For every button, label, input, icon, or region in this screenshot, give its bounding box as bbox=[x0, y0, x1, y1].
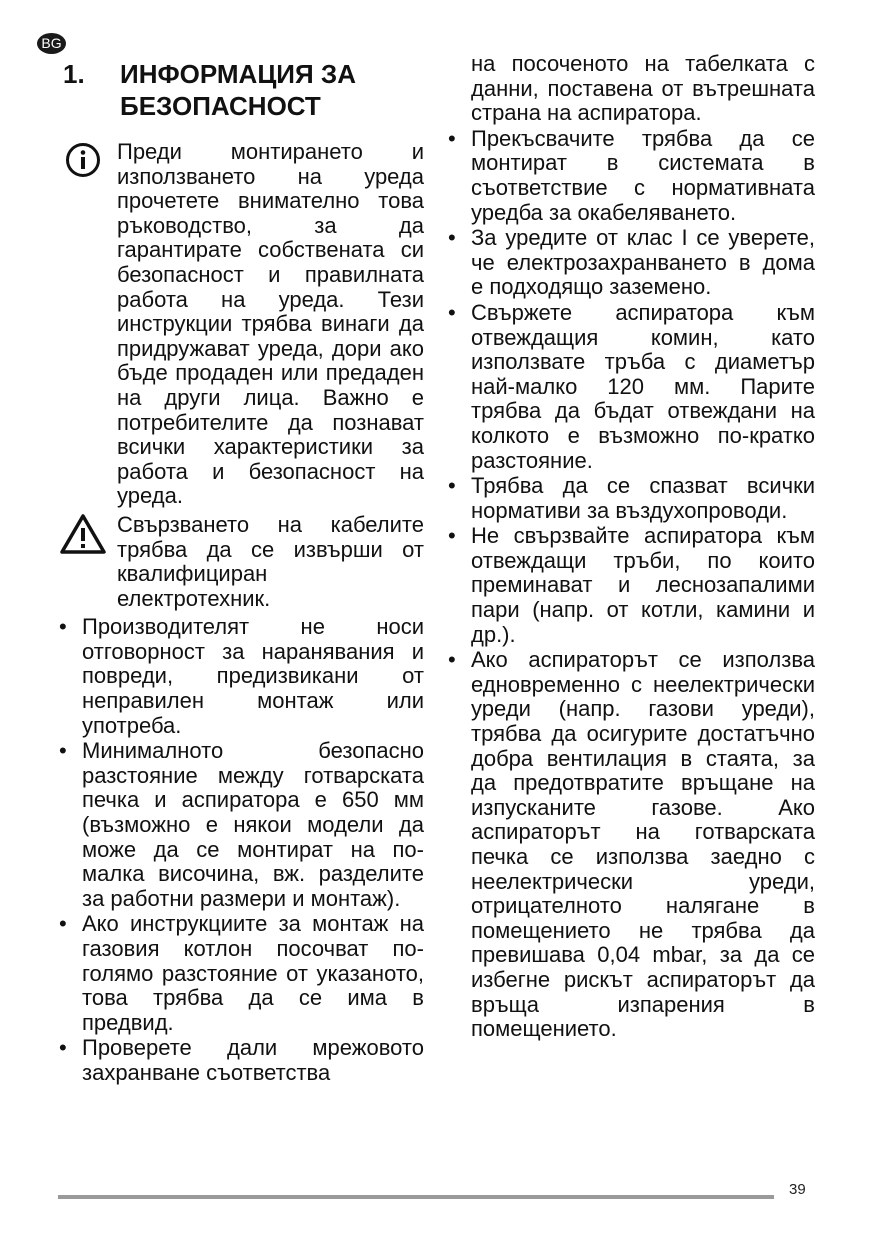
bullet-marker: • bbox=[448, 647, 456, 673]
list-item bbox=[447, 648, 815, 1042]
list-item bbox=[447, 474, 815, 523]
bullet-marker: • bbox=[59, 911, 67, 937]
bullet-marker: • bbox=[448, 523, 456, 549]
list-item bbox=[447, 524, 815, 647]
warning-notice-text: Свързването на кабелите трябва да се извърши от квалифициран електротехник. bbox=[117, 511, 424, 611]
footer-divider bbox=[58, 1195, 774, 1199]
list-item-text: Производителят не носи отговорност за наранявания и повреди, предизвикани от неправилен монтаж или употреба. bbox=[82, 614, 424, 738]
list-item-text: Ако аспираторът се използва едновременно с неелектрически уреди (напр. газови уреди), трябва да осигурите достатъчно добра вентилация в стаята, за да предотвратите връщане на изпусканите газове. Ако аспираторът на готварската печка се използва заедно с неелектрически уреди, отрицателното налягане в помещението не трябва да превишава 0,04 mbar, за да се избегне рискът аспираторът да връща изпарения в помещението. bbox=[471, 647, 815, 1042]
bullet-marker: • bbox=[59, 614, 67, 640]
info-notice bbox=[58, 140, 424, 509]
list-item-text: Трябва да се спазват всички нормативи за въздухопроводи. bbox=[471, 473, 815, 523]
info-notice-text: Преди монтирането и използването на уреда прочетете внимателно това ръководство, за да гарантирате собствената си безопасност и правилната работа на уреда. Тези инструкции трябва винаги да придружават уреда, дори ако бъде продаден или предаден на други лица. Важно е потребителите да познават всички характеристики за работа и безопасност на уреда. bbox=[117, 139, 424, 509]
bullet-marker: • bbox=[448, 473, 456, 499]
list-item-text: Свържете аспиратора към отвеждащия комин, като използвате тръба с диаметър най-малко 120 мм. Парите трябва да бъдат отвеждани на колкото е възможно по-кратко разстояние. bbox=[471, 299, 815, 473]
list-item-text: Минималното безопасно разстояние между готварската печка и аспиратора е 650 мм (възможно е някои модели да може да се монтират на по-малка височина, вж. разделите за работни размери и монтаж). bbox=[82, 738, 424, 911]
list-item bbox=[58, 1036, 424, 1085]
list-item-text: Ако инструкциите за монтаж на газовия котлон посочват по-голямо разстояние от указаното, това трябва да се има в предвид. bbox=[82, 911, 424, 1035]
list-item bbox=[447, 127, 815, 225]
list-item-text: Прекъсвачите трябва да се монтират в системата в съответствие с нормативната уредба за окабеляването. bbox=[471, 125, 815, 225]
list-item-text: За уредите от клас I се уверете, че електрозахранването в дома е подходящо заземено. bbox=[471, 225, 815, 300]
left-column bbox=[58, 140, 424, 1087]
list-item bbox=[447, 226, 815, 300]
language-badge: BG bbox=[37, 33, 66, 54]
bullet-marker: • bbox=[448, 225, 456, 251]
info-icon bbox=[65, 142, 101, 184]
warning-notice bbox=[58, 513, 424, 611]
list-item-text: Проверете дали мрежовото захранване съответства bbox=[82, 1035, 424, 1085]
bullet-marker: • bbox=[448, 299, 456, 325]
bullet-marker: • bbox=[448, 125, 456, 151]
page-number: 39 bbox=[789, 1181, 806, 1198]
list-item bbox=[58, 739, 424, 911]
bullet-marker: • bbox=[59, 738, 67, 764]
list-item bbox=[58, 615, 424, 738]
section-title: ИНФОРМАЦИЯ ЗА БЕЗОПАСНОСТ bbox=[120, 59, 356, 121]
list-item-text: Не свързвайте аспиратора към отвеждащи тръби, по които преминават и леснозапалими пари (напр. от котли, камини и др.). bbox=[471, 523, 815, 647]
list-item bbox=[447, 301, 815, 473]
bullet-marker: • bbox=[59, 1035, 67, 1061]
right-column bbox=[447, 52, 815, 1043]
warning-icon bbox=[59, 513, 107, 561]
continued-text: на посоченото на табелката с данни, поставена от вътрешната страна на аспиратора. bbox=[471, 51, 815, 126]
list-item bbox=[58, 912, 424, 1035]
section-number: 1. bbox=[63, 59, 85, 89]
